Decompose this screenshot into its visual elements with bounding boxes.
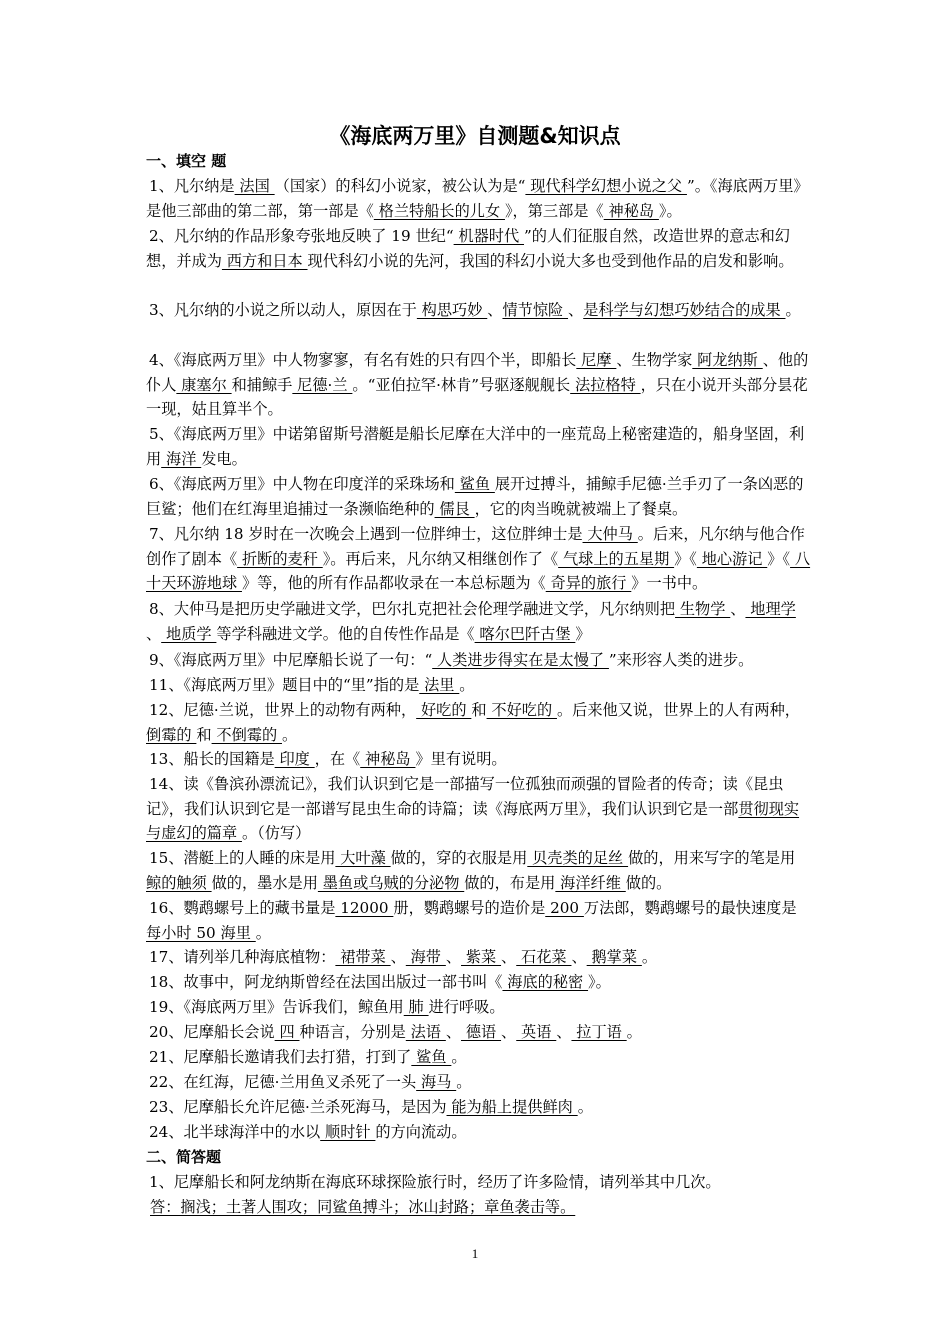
answer-blank: 神秘岛 bbox=[603, 201, 659, 220]
question-text: 、 bbox=[445, 1023, 462, 1041]
answer-blank: 机器时代 bbox=[453, 227, 525, 245]
question-text: 15、潜艇上的人睡的床是用 bbox=[149, 849, 336, 867]
question-text: 、 bbox=[501, 1023, 517, 1041]
answer-blank: 八十天环游地球 bbox=[146, 549, 811, 592]
question-2 bbox=[146, 224, 814, 273]
answer-blank: 鹅掌菜 bbox=[586, 948, 642, 966]
question-text: 、 bbox=[568, 301, 584, 319]
question-text: 11、《海底两万里》题目中的“里”指的是 bbox=[149, 676, 420, 694]
question-text: 进行呼吸。 bbox=[428, 998, 505, 1016]
answer-blank: 鲸的触须 bbox=[146, 873, 212, 892]
answer-blank: 海马 bbox=[416, 1073, 457, 1091]
answer-blank: 法拉格特 bbox=[570, 375, 641, 394]
question-text: 。（仿写） bbox=[241, 824, 311, 842]
question-text: 。 bbox=[255, 923, 271, 942]
answer-blank: 格兰特船长的儿女 bbox=[373, 201, 505, 220]
answer-blank: 德语 bbox=[461, 1023, 502, 1041]
question-21 bbox=[146, 1045, 814, 1070]
question-text: 。 bbox=[456, 1073, 472, 1091]
section-heading-fill-in: 一、填空 题 bbox=[146, 152, 227, 170]
question-text: 17、请列举几种海底植物： bbox=[149, 948, 336, 966]
answer-blank: 印度 bbox=[274, 750, 315, 768]
answer-blank: 法国 bbox=[234, 177, 275, 195]
document-title: 《海底两万里》自测题&知识点 bbox=[329, 124, 621, 148]
question-23 bbox=[146, 1095, 814, 1120]
question-text: 7、凡尔纳 18 岁时在一次晚会上遇到一位胖绅士，这位胖绅士是 bbox=[149, 525, 583, 543]
answer-blank: 每小时 50 海里 bbox=[146, 923, 256, 942]
answer-blank: 海洋纤维 bbox=[555, 873, 626, 892]
answer-blank: 12000 bbox=[335, 899, 394, 917]
question-text: 和捕鲸手 bbox=[231, 375, 293, 394]
question-8 bbox=[146, 597, 814, 646]
answer-blank: 现代科学幻想小说之父 bbox=[525, 177, 687, 195]
answer-blank: 法语 bbox=[405, 1023, 446, 1041]
answer-blank: 折断的麦秆 bbox=[237, 549, 323, 568]
question-text: 》《 bbox=[767, 549, 791, 568]
answer-blank: 气球上的五星期 bbox=[558, 549, 675, 568]
answer-blank: 地心游记 bbox=[696, 549, 768, 568]
answer-blank: 大仲马 bbox=[582, 525, 638, 543]
short-question-1: 1、尼摩船长和阿龙纳斯在海底环球探险旅行时，经历了许多险情，请列举其中几次。 bbox=[149, 1173, 721, 1191]
question-22 bbox=[146, 1070, 814, 1095]
question-text: 》《 bbox=[674, 549, 697, 568]
answer-blank: 尼摩 bbox=[576, 351, 617, 369]
answer-blank: 法里 bbox=[419, 676, 460, 694]
question-text: 》。再后来，凡尔纳又相继创作了《 bbox=[322, 549, 559, 568]
answer-blank: 倒霉的 bbox=[146, 725, 197, 744]
question-text: 、 bbox=[571, 948, 587, 966]
answer-blank: 能为船上提供鲜肉 bbox=[446, 1098, 578, 1116]
answer-blank: 神秘岛 bbox=[360, 750, 416, 768]
question-text: 14、读《鲁滨孙漂流记》，我们认识到它是一部描写一位孤独而顽强的冒险者的传奇；读《昆虫记》，我们认识到它是一部谱写昆虫生命的诗篇；读《海底两万里》，我们认识到它是一部 bbox=[146, 775, 784, 818]
question-text: 和 bbox=[471, 701, 487, 719]
question-text: 4、《海底两万里》中人物寥寥，有名有姓的只有四个半，即船长 bbox=[149, 351, 577, 369]
section-heading-short-answer: 二、简答题 bbox=[146, 1148, 222, 1166]
question-text: 。 bbox=[281, 725, 298, 744]
answer-blank: 拉丁语 bbox=[571, 1023, 627, 1041]
answer-blank: 康塞尔 bbox=[176, 375, 232, 394]
answer-blank: 好吃的 bbox=[416, 701, 472, 719]
answer-blank: 鲨鱼 bbox=[411, 1048, 452, 1066]
answer-blank: 裙带菜 bbox=[335, 948, 391, 966]
question-text: 21、尼摩船长邀请我们去打猎，打到了 bbox=[149, 1048, 412, 1066]
question-3 bbox=[146, 298, 814, 323]
question-text: 18、故事中，阿龙纳斯曾经在法国出版过一部书叫《 bbox=[149, 973, 503, 991]
question-text: 22、在红海，尼德·兰用鱼叉杀死了一头 bbox=[149, 1073, 417, 1091]
question-text: 做的，布是用 bbox=[464, 873, 556, 892]
question-text: 16、鹦鹉螺号上的藏书量是 bbox=[149, 899, 336, 917]
answer-blank: 不好吃的 bbox=[486, 701, 557, 719]
question-text: ”。《海底两万里》是他三部曲的第二部，第一部是《 bbox=[146, 177, 809, 220]
question-text: 展开过搏斗，捕鲸手尼德·兰手刃了一条凶恶的巨鲨；他们在红海里追捕过一条濒临绝种的 bbox=[146, 475, 804, 518]
answer-blank: 不倒霉的 bbox=[211, 725, 282, 744]
answer-blank: 儒艮 bbox=[434, 499, 475, 518]
question-13 bbox=[146, 747, 814, 772]
answer-blank: 地质学 bbox=[161, 624, 217, 643]
question-text: 册，鹦鹉螺号的造价是 bbox=[393, 899, 546, 917]
question-text: 》一书中。 bbox=[631, 574, 708, 592]
question-18 bbox=[146, 970, 814, 995]
question-15 bbox=[146, 846, 814, 895]
question-text: 种语言，分别是 bbox=[299, 1023, 406, 1041]
answer-blank: 地理学 bbox=[745, 600, 796, 618]
question-text: 。后来，凡尔纳与他合作创作了剧本《 bbox=[146, 525, 805, 568]
answer-blank: 200 bbox=[545, 899, 584, 917]
question-text: 做的。 bbox=[625, 873, 672, 892]
question-text: ，只在小说开头部分昙花一现，姑且算半个。 bbox=[146, 375, 808, 418]
question-5 bbox=[146, 422, 814, 471]
question-text: 。后来他又说，世界上的人有两种， bbox=[556, 701, 800, 719]
question-text: 、 bbox=[730, 600, 746, 618]
answer-blank: 生物学 bbox=[675, 600, 731, 618]
question-19 bbox=[146, 995, 814, 1020]
question-text: 发电。 bbox=[201, 449, 247, 468]
question-7 bbox=[146, 522, 814, 596]
question-11 bbox=[146, 673, 814, 698]
question-text: 。 bbox=[451, 1048, 467, 1066]
question-24 bbox=[146, 1120, 814, 1145]
answer-blank: 人类进步得实在是太慢了 bbox=[432, 651, 609, 669]
question-text: 。 bbox=[459, 676, 475, 694]
question-4 bbox=[146, 348, 814, 422]
question-text: 2、凡尔纳的作品形象夸张地反映了 19 世纪“ bbox=[149, 227, 454, 245]
question-text: 、生物学家 bbox=[616, 351, 693, 369]
answer-blank: 尼德·兰 bbox=[292, 375, 353, 394]
answer-blank: 英语 bbox=[516, 1023, 557, 1041]
question-text: ，在《 bbox=[314, 750, 361, 768]
question-text: ”来形容人类的进步。 bbox=[608, 651, 754, 669]
answer-blank: 大叶藻 bbox=[335, 849, 391, 867]
question-text: 》。 bbox=[658, 201, 682, 220]
question-text: 、他的仆人 bbox=[146, 351, 809, 394]
question-text: 》里有说明。 bbox=[415, 750, 507, 768]
question-text: 9、《海底两万里》中尼摩船长说了一句：“ bbox=[149, 651, 433, 669]
answer-blank: 是科学与幻想巧妙结合的成果 bbox=[583, 301, 786, 319]
question-text: 》等，他的所有作品都收录在一本总标题为《 bbox=[241, 574, 546, 592]
question-text: 现代科幻小说的先河，我国的科幻小说大多也受到他作品的启发和影响。 bbox=[307, 251, 794, 270]
question-text: 做的，用来写字的笔是用 bbox=[628, 849, 796, 867]
answer-blank: 石花菜 bbox=[516, 948, 572, 966]
answer-blank: 四 bbox=[274, 1023, 300, 1041]
question-16 bbox=[146, 896, 814, 945]
answer-blank: 奇异的旅行 bbox=[545, 574, 632, 592]
question-text: 。 bbox=[626, 1023, 642, 1041]
answer-blank: 肺 bbox=[403, 998, 429, 1016]
question-text: 8、大仲马是把历史学融进文学，巴尔扎克把社会伦理学融进文学，凡尔纳则把 bbox=[149, 600, 676, 618]
question-20 bbox=[146, 1020, 814, 1045]
question-text: 的方向流动。 bbox=[375, 1123, 467, 1141]
question-text: ，它的肉当晚就被端上了餐桌。 bbox=[474, 499, 688, 518]
question-text: 做的，穿的衣服是用 bbox=[390, 849, 528, 867]
question-text: 。 bbox=[577, 1098, 593, 1116]
question-text: 。“亚伯拉罕·林肯”号驱逐舰舰长 bbox=[352, 375, 571, 394]
answer-blank: 贝壳类的足丝 bbox=[527, 849, 629, 867]
answer-blank: 阿龙纳斯 bbox=[692, 351, 763, 369]
question-text: （国家）的科幻小说家，被公认为是“ bbox=[274, 177, 526, 195]
short-answer-1: 答：搁浅；土著人围攻；同鲨鱼搏斗；冰山封路；章鱼袭击等。 bbox=[150, 1198, 576, 1216]
question-text: 5、《海底两万里》中诺第留斯号潜艇是船长尼摩在大洋中的一座荒岛上秘密建造的，船身坚固，利用 bbox=[146, 425, 805, 468]
question-text: 》。 bbox=[588, 973, 611, 991]
question-text: 等学科融进文学。他的自传性作品是《 bbox=[216, 624, 475, 643]
question-text: 。 bbox=[785, 301, 801, 319]
question-1 bbox=[146, 174, 814, 223]
question-6 bbox=[146, 472, 814, 521]
question-text: ”的人们征服自然，改造世界的意志和幻想，并成为 bbox=[146, 227, 790, 270]
answer-blank: 海洋 bbox=[161, 449, 202, 468]
question-text: 和 bbox=[196, 725, 212, 744]
answer-blank: 构思巧妙 bbox=[416, 301, 488, 319]
question-text: 。 bbox=[641, 948, 658, 966]
question-text: 》 bbox=[575, 624, 591, 643]
question-text: 做的，墨水是用 bbox=[211, 873, 318, 892]
answer-blank: 紫菜 bbox=[461, 948, 502, 966]
question-text: 、 bbox=[390, 948, 406, 966]
question-text: 3、凡尔纳的小说之所以动人，原因在于 bbox=[149, 301, 417, 319]
question-text: 万法郎，鹦鹉螺号的最快速度是 bbox=[583, 899, 797, 917]
question-text: 1、凡尔纳是 bbox=[149, 177, 235, 195]
question-text: 、 bbox=[556, 1023, 572, 1041]
question-14 bbox=[146, 772, 814, 846]
question-text: 6、《海底两万里》中人物在印度洋的采珠场和 bbox=[149, 475, 455, 493]
answer-blank: 喀尔巴阡古堡 bbox=[474, 624, 576, 643]
question-17 bbox=[146, 945, 814, 970]
answer-blank: 西方和日本 bbox=[221, 251, 308, 270]
question-text: 12、尼德·兰说，世界上的动物有两种， bbox=[149, 701, 417, 719]
question-text: 13、船长的国籍是 bbox=[149, 750, 275, 768]
question-text: 、 bbox=[501, 948, 517, 966]
answer-blank: 墨鱼或乌贼的分泌物 bbox=[317, 873, 465, 892]
question-text: 》，第三部是《 bbox=[504, 201, 604, 220]
answer-blank: 鲨鱼 bbox=[454, 475, 495, 493]
answer-blank: 顺时针 bbox=[320, 1123, 376, 1141]
answer-blank: 情节惊险 bbox=[502, 301, 569, 319]
question-text: 24、北半球海洋中的水以 bbox=[149, 1123, 321, 1141]
question-text: 23、尼摩船长允许尼德·兰杀死海马，是因为 bbox=[149, 1098, 447, 1116]
question-text: 、 bbox=[146, 624, 162, 643]
answer-blank: 海带 bbox=[405, 948, 446, 966]
question-text: 19、《海底两万里》告诉我们，鲸鱼用 bbox=[149, 998, 404, 1016]
question-text: 、 bbox=[487, 301, 503, 319]
page-number: 1 bbox=[471, 1246, 479, 1261]
answer-blank: 贯彻现实与虚幻的篇章 bbox=[146, 799, 800, 842]
answer-blank: 海底的秘密 bbox=[502, 973, 589, 991]
question-text: 20、尼摩船长会说 bbox=[149, 1023, 275, 1041]
question-12 bbox=[146, 698, 814, 747]
question-text: 、 bbox=[445, 948, 462, 966]
question-9 bbox=[146, 648, 814, 673]
